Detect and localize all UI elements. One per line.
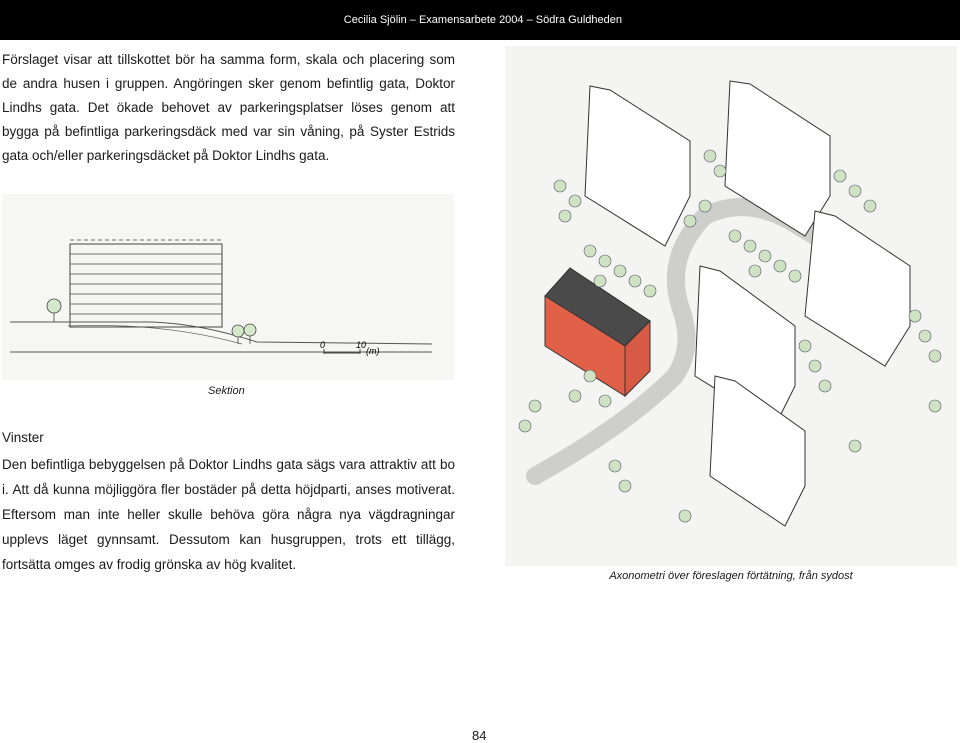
scale-label-10: 10 bbox=[356, 340, 367, 350]
page-number: 84 bbox=[472, 728, 487, 743]
advantages-heading: Vinster bbox=[2, 430, 44, 445]
section-drawing bbox=[2, 194, 454, 380]
section-drawing-svg bbox=[2, 194, 454, 380]
page-header bbox=[0, 0, 960, 40]
scale-unit: (m) bbox=[366, 346, 380, 356]
axonometric-drawing bbox=[505, 46, 957, 566]
advantages-paragraph: Den befintliga bebyggelsen på Doktor Lindhs gata sägs vara attraktiv att bo i. Att då kunna möjliggöra fler bostäder på detta höjdparti, anses motiverat. Eftersom man inte heller skulle behöva göra några nya vägdragningar upplevs läget gynnsamt. Dessutom kan husgruppen, trots ett tillägg, fortsätta omges av frodig grönska av hög kvalitet. bbox=[2, 457, 455, 572]
axonometric-caption: Axonometri över föreslagen förtätning, från sydost bbox=[609, 570, 853, 582]
intro-paragraph: Förslaget visar att tillskottet bör ha samma form, skala och placering som de andra husen i gruppen. Angöringen sker genom befintlig gata, Doktor Lindhs gata. Det ökade behovet av parkeringsplatser löses genom att bygga på befintliga parkeringsdäck med var sin våning, på Syster Estrids gata och/eller parkeringsdäcket på Doktor Lindhs gata. bbox=[2, 52, 455, 163]
scale-label-0: 0 bbox=[320, 340, 326, 350]
header-title: Cecilia Sjölin – Examensarbete 2004 – Södra Guldheden bbox=[343, 14, 622, 26]
axonometric-drawing-svg bbox=[505, 46, 957, 566]
section-caption: Sektion bbox=[208, 385, 245, 397]
